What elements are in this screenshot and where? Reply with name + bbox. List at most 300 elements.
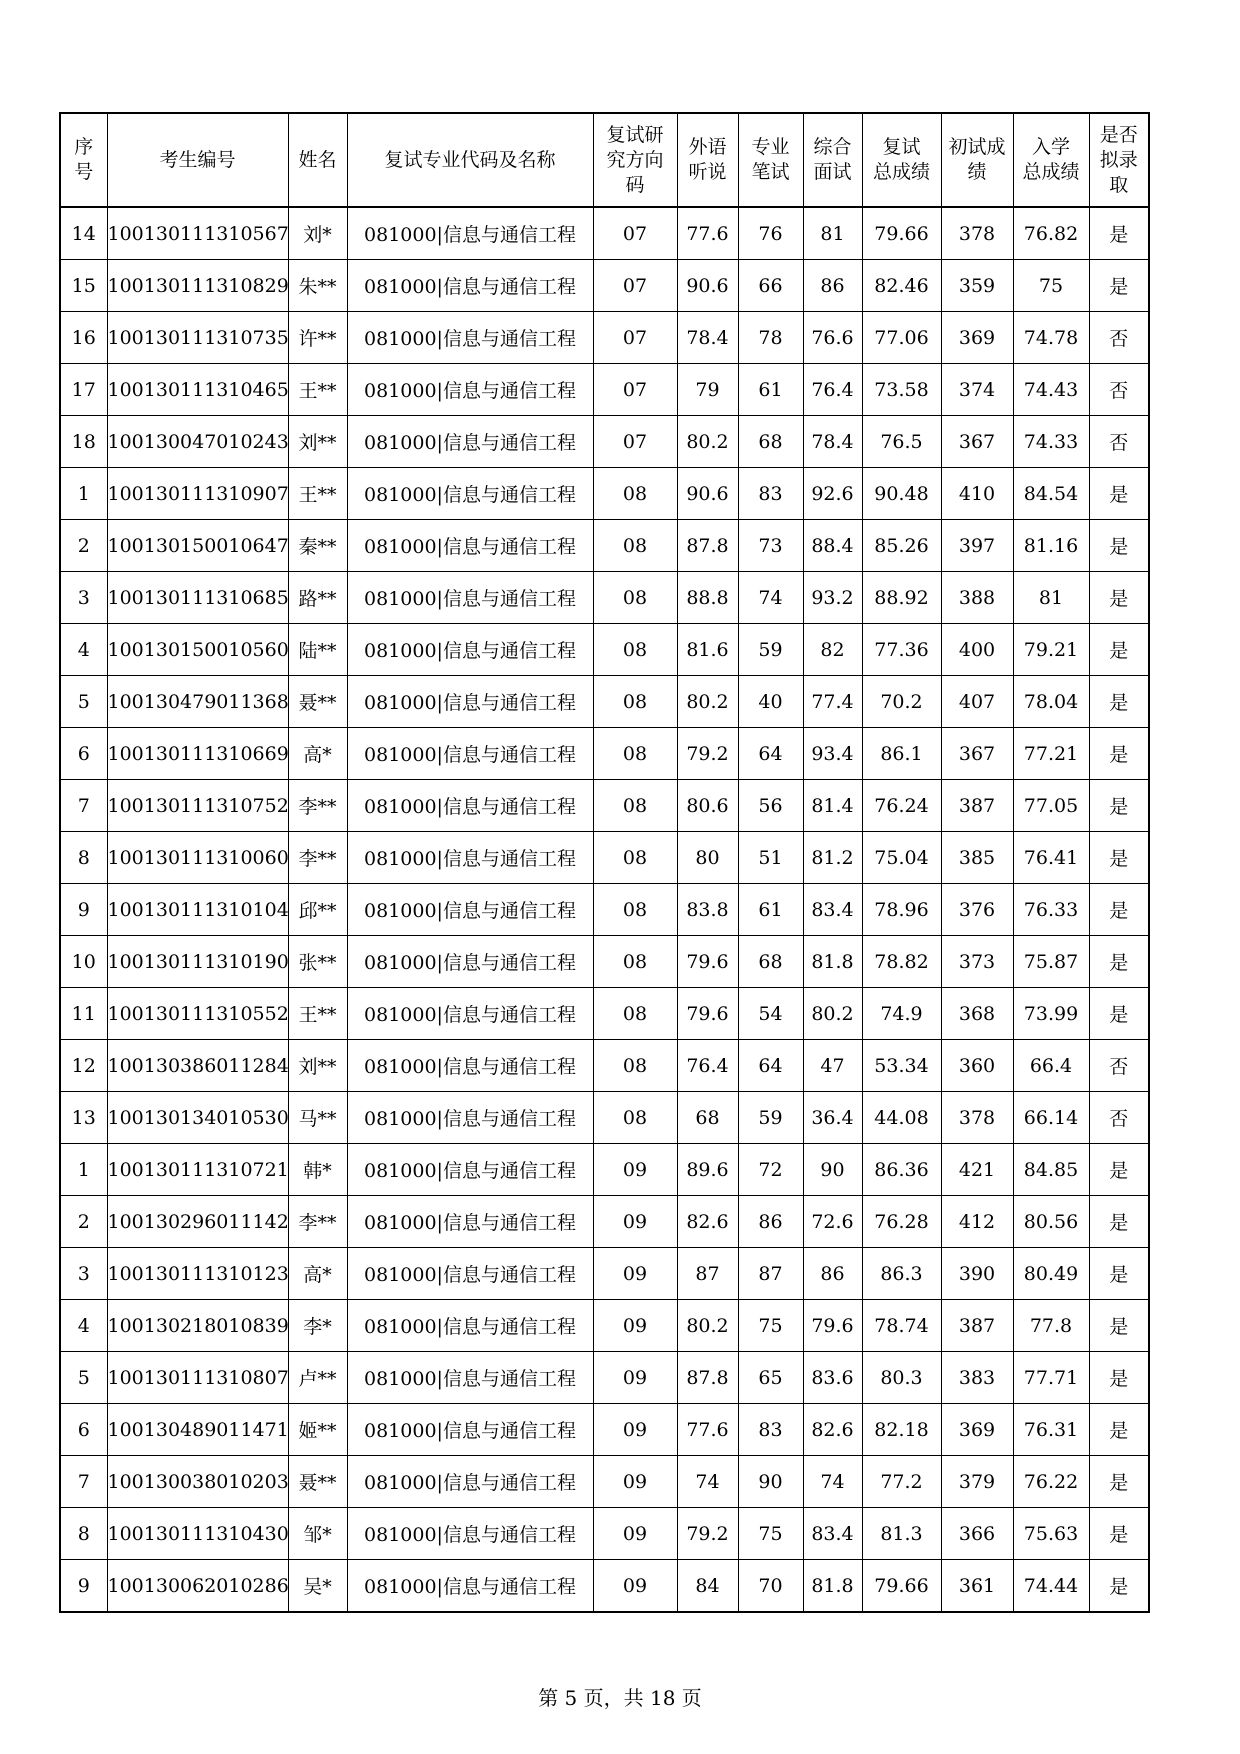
- cell-written: 72: [738, 1144, 803, 1196]
- table-row: [60, 1404, 1149, 1456]
- col-header-written: [738, 113, 803, 207]
- cell-retest-total: 86.1: [862, 728, 941, 780]
- cell-name: 邱**: [288, 884, 347, 936]
- cell-written: 51: [738, 832, 803, 884]
- cell-index: 9: [60, 1560, 107, 1613]
- cell-index: 5: [60, 1352, 107, 1404]
- table-row: [60, 312, 1149, 364]
- cell-exam-id: 100130111310567: [107, 207, 288, 260]
- col-header-written-label: 专业 笔试: [751, 136, 790, 183]
- col-header-name: [288, 113, 347, 207]
- col-header-name-label: 姓名: [298, 148, 337, 171]
- cell-written: 90: [738, 1456, 803, 1508]
- cell-initial-score: 407: [941, 676, 1013, 728]
- cell-direction-code: 09: [593, 1196, 677, 1248]
- cell-admitted: 是: [1089, 1352, 1149, 1404]
- cell-admission-total: 74.33: [1013, 416, 1089, 468]
- cell-interview: 81.8: [803, 1560, 862, 1613]
- table-row: [60, 936, 1149, 988]
- cell-exam-id: 100130489011471: [107, 1404, 288, 1456]
- cell-retest-total: 86.36: [862, 1144, 941, 1196]
- cell-major: 081000|信息与通信工程: [347, 780, 593, 832]
- col-header-exam-id: [107, 113, 288, 207]
- cell-admitted: 是: [1089, 936, 1149, 988]
- cell-initial-score: 390: [941, 1248, 1013, 1300]
- cell-initial-score: 373: [941, 936, 1013, 988]
- cell-initial-score: 360: [941, 1040, 1013, 1092]
- cell-admitted: 是: [1089, 832, 1149, 884]
- cell-interview: 76.6: [803, 312, 862, 364]
- cell-foreign-language: 88.8: [677, 572, 738, 624]
- cell-written: 66: [738, 260, 803, 312]
- cell-admitted: 是: [1089, 1404, 1149, 1456]
- cell-admitted: 是: [1089, 780, 1149, 832]
- cell-exam-id: 100130479011368: [107, 676, 288, 728]
- cell-interview: 86: [803, 260, 862, 312]
- col-header-foreign-language: [677, 113, 738, 207]
- cell-major: 081000|信息与通信工程: [347, 884, 593, 936]
- cell-initial-score: 369: [941, 312, 1013, 364]
- cell-direction-code: 08: [593, 1040, 677, 1092]
- cell-admission-total: 77.71: [1013, 1352, 1089, 1404]
- cell-interview: 83.4: [803, 884, 862, 936]
- cell-written: 74: [738, 572, 803, 624]
- cell-name: 刘**: [288, 1040, 347, 1092]
- cell-direction-code: 08: [593, 832, 677, 884]
- cell-retest-total: 53.34: [862, 1040, 941, 1092]
- cell-foreign-language: 74: [677, 1456, 738, 1508]
- cell-foreign-language: 83.8: [677, 884, 738, 936]
- cell-exam-id: 100130150010560: [107, 624, 288, 676]
- cell-index: 7: [60, 1456, 107, 1508]
- cell-name: 许**: [288, 312, 347, 364]
- page-footer: 第 5 页，共 18 页: [538, 1686, 702, 1710]
- cell-major: 081000|信息与通信工程: [347, 468, 593, 520]
- cell-retest-total: 77.36: [862, 624, 941, 676]
- cell-admission-total: 76.82: [1013, 207, 1089, 260]
- cell-interview: 83.4: [803, 1508, 862, 1560]
- cell-exam-id: 100130296011142: [107, 1196, 288, 1248]
- cell-major: 081000|信息与通信工程: [347, 520, 593, 572]
- cell-foreign-language: 84: [677, 1560, 738, 1613]
- table-row: [60, 624, 1149, 676]
- cell-exam-id: 100130111310465: [107, 364, 288, 416]
- cell-admission-total: 76.33: [1013, 884, 1089, 936]
- cell-admission-total: 80.49: [1013, 1248, 1089, 1300]
- cell-name: 刘*: [288, 207, 347, 260]
- cell-exam-id: 100130111310104: [107, 884, 288, 936]
- cell-written: 54: [738, 988, 803, 1040]
- cell-interview: 78.4: [803, 416, 862, 468]
- cell-interview: 82.6: [803, 1404, 862, 1456]
- cell-written: 56: [738, 780, 803, 832]
- cell-foreign-language: 80.2: [677, 416, 738, 468]
- cell-name: 李**: [288, 1196, 347, 1248]
- table-row: [60, 1300, 1149, 1352]
- cell-initial-score: 412: [941, 1196, 1013, 1248]
- cell-admission-total: 77.05: [1013, 780, 1089, 832]
- cell-major: 081000|信息与通信工程: [347, 676, 593, 728]
- cell-index: 1: [60, 1144, 107, 1196]
- cell-name: 王**: [288, 364, 347, 416]
- cell-initial-score: 410: [941, 468, 1013, 520]
- cell-index: 11: [60, 988, 107, 1040]
- cell-index: 18: [60, 416, 107, 468]
- cell-foreign-language: 80: [677, 832, 738, 884]
- cell-direction-code: 09: [593, 1456, 677, 1508]
- cell-major: 081000|信息与通信工程: [347, 1508, 593, 1560]
- cell-major: 081000|信息与通信工程: [347, 624, 593, 676]
- col-header-foreign-language-label: 外语 听说: [688, 136, 727, 183]
- cell-admitted: 是: [1089, 572, 1149, 624]
- table-row: [60, 468, 1149, 520]
- cell-index: 8: [60, 832, 107, 884]
- cell-initial-score: 400: [941, 624, 1013, 676]
- col-header-admitted-label: 是否 拟录 取: [1099, 123, 1138, 196]
- cell-exam-id: 100130111310752: [107, 780, 288, 832]
- table-row: [60, 364, 1149, 416]
- cell-admitted: 是: [1089, 988, 1149, 1040]
- cell-interview: 47: [803, 1040, 862, 1092]
- col-header-admitted: [1089, 113, 1149, 207]
- cell-written: 75: [738, 1508, 803, 1560]
- cell-exam-id: 100130111310685: [107, 572, 288, 624]
- cell-written: 75: [738, 1300, 803, 1352]
- cell-major: 081000|信息与通信工程: [347, 1092, 593, 1144]
- cell-name: 秦**: [288, 520, 347, 572]
- cell-major: 081000|信息与通信工程: [347, 1144, 593, 1196]
- cell-major: 081000|信息与通信工程: [347, 1300, 593, 1352]
- cell-exam-id: 100130134010530: [107, 1092, 288, 1144]
- cell-foreign-language: 87.8: [677, 520, 738, 572]
- cell-name: 李*: [288, 1300, 347, 1352]
- cell-major: 081000|信息与通信工程: [347, 1560, 593, 1613]
- table-row: [60, 884, 1149, 936]
- cell-major: 081000|信息与通信工程: [347, 364, 593, 416]
- table-row: [60, 1092, 1149, 1144]
- cell-admitted: 是: [1089, 260, 1149, 312]
- cell-interview: 77.4: [803, 676, 862, 728]
- cell-admitted: 否: [1089, 416, 1149, 468]
- cell-written: 76: [738, 207, 803, 260]
- cell-initial-score: 387: [941, 1300, 1013, 1352]
- cell-admission-total: 75: [1013, 260, 1089, 312]
- table-row: [60, 988, 1149, 1040]
- cell-admitted: 是: [1089, 1248, 1149, 1300]
- cell-exam-id: 100130111310829: [107, 260, 288, 312]
- table-row: [60, 1248, 1149, 1300]
- cell-initial-score: 359: [941, 260, 1013, 312]
- cell-exam-id: 100130218010839: [107, 1300, 288, 1352]
- table-body: [60, 207, 1149, 1612]
- cell-retest-total: 78.96: [862, 884, 941, 936]
- cell-direction-code: 09: [593, 1248, 677, 1300]
- cell-initial-score: 376: [941, 884, 1013, 936]
- table-row: [60, 728, 1149, 780]
- table-row: [60, 1508, 1149, 1560]
- results-table: [59, 112, 1150, 1613]
- cell-major: 081000|信息与通信工程: [347, 416, 593, 468]
- cell-admission-total: 84.54: [1013, 468, 1089, 520]
- cell-direction-code: 08: [593, 676, 677, 728]
- cell-name: 韩*: [288, 1144, 347, 1196]
- cell-foreign-language: 79.6: [677, 936, 738, 988]
- cell-retest-total: 88.92: [862, 572, 941, 624]
- cell-exam-id: 100130111310123: [107, 1248, 288, 1300]
- cell-index: 1: [60, 468, 107, 520]
- cell-index: 4: [60, 1300, 107, 1352]
- cell-admitted: 是: [1089, 520, 1149, 572]
- cell-exam-id: 100130111310721: [107, 1144, 288, 1196]
- cell-written: 59: [738, 1092, 803, 1144]
- cell-admitted: 是: [1089, 624, 1149, 676]
- cell-direction-code: 09: [593, 1300, 677, 1352]
- cell-initial-score: 374: [941, 364, 1013, 416]
- cell-index: 2: [60, 1196, 107, 1248]
- cell-major: 081000|信息与通信工程: [347, 312, 593, 364]
- cell-written: 64: [738, 728, 803, 780]
- col-header-index-label: 序 号: [74, 136, 94, 183]
- cell-admitted: 是: [1089, 884, 1149, 936]
- cell-admitted: 是: [1089, 676, 1149, 728]
- cell-direction-code: 09: [593, 1144, 677, 1196]
- cell-exam-id: 100130062010286: [107, 1560, 288, 1613]
- cell-name: 聂**: [288, 1456, 347, 1508]
- cell-major: 081000|信息与通信工程: [347, 572, 593, 624]
- cell-admitted: 是: [1089, 728, 1149, 780]
- cell-direction-code: 07: [593, 312, 677, 364]
- cell-interview: 92.6: [803, 468, 862, 520]
- cell-initial-score: 366: [941, 1508, 1013, 1560]
- cell-admission-total: 80.56: [1013, 1196, 1089, 1248]
- cell-retest-total: 77.06: [862, 312, 941, 364]
- cell-name: 路**: [288, 572, 347, 624]
- cell-direction-code: 09: [593, 1404, 677, 1456]
- cell-foreign-language: 80.6: [677, 780, 738, 832]
- cell-foreign-language: 87.8: [677, 1352, 738, 1404]
- cell-initial-score: 367: [941, 728, 1013, 780]
- cell-major: 081000|信息与通信工程: [347, 1040, 593, 1092]
- cell-index: 6: [60, 728, 107, 780]
- cell-index: 16: [60, 312, 107, 364]
- cell-name: 刘**: [288, 416, 347, 468]
- cell-written: 59: [738, 624, 803, 676]
- cell-name: 陆**: [288, 624, 347, 676]
- cell-index: 10: [60, 936, 107, 988]
- table-row: [60, 780, 1149, 832]
- cell-interview: 82: [803, 624, 862, 676]
- cell-admission-total: 73.99: [1013, 988, 1089, 1040]
- cell-index: 9: [60, 884, 107, 936]
- cell-direction-code: 08: [593, 728, 677, 780]
- table-row: [60, 1144, 1149, 1196]
- cell-foreign-language: 89.6: [677, 1144, 738, 1196]
- cell-retest-total: 73.58: [862, 364, 941, 416]
- cell-interview: 86: [803, 1248, 862, 1300]
- cell-index: 2: [60, 520, 107, 572]
- cell-retest-total: 82.46: [862, 260, 941, 312]
- cell-exam-id: 100130111310552: [107, 988, 288, 1040]
- cell-index: 4: [60, 624, 107, 676]
- cell-admission-total: 77.8: [1013, 1300, 1089, 1352]
- cell-retest-total: 78.74: [862, 1300, 941, 1352]
- cell-retest-total: 85.26: [862, 520, 941, 572]
- cell-written: 78: [738, 312, 803, 364]
- cell-written: 70: [738, 1560, 803, 1613]
- cell-admission-total: 75.87: [1013, 936, 1089, 988]
- cell-major: 081000|信息与通信工程: [347, 988, 593, 1040]
- col-header-direction-code-label: 复试研 究方向 码: [606, 123, 664, 196]
- cell-index: 14: [60, 207, 107, 260]
- cell-initial-score: 378: [941, 207, 1013, 260]
- cell-written: 86: [738, 1196, 803, 1248]
- col-header-initial-score: [941, 113, 1013, 207]
- table-row: [60, 260, 1149, 312]
- cell-admission-total: 66.4: [1013, 1040, 1089, 1092]
- cell-name: 姬**: [288, 1404, 347, 1456]
- cell-retest-total: 81.3: [862, 1508, 941, 1560]
- cell-admitted: 是: [1089, 1300, 1149, 1352]
- cell-major: 081000|信息与通信工程: [347, 936, 593, 988]
- cell-foreign-language: 90.6: [677, 260, 738, 312]
- cell-major: 081000|信息与通信工程: [347, 1352, 593, 1404]
- cell-direction-code: 09: [593, 1352, 677, 1404]
- cell-foreign-language: 80.2: [677, 676, 738, 728]
- cell-foreign-language: 87: [677, 1248, 738, 1300]
- cell-name: 高*: [288, 1248, 347, 1300]
- cell-name: 吴*: [288, 1560, 347, 1613]
- cell-index: 5: [60, 676, 107, 728]
- cell-name: 李**: [288, 780, 347, 832]
- col-header-exam-id-label: 考生编号: [159, 148, 236, 171]
- cell-written: 83: [738, 468, 803, 520]
- cell-admission-total: 79.21: [1013, 624, 1089, 676]
- cell-retest-total: 78.82: [862, 936, 941, 988]
- cell-interview: 83.6: [803, 1352, 862, 1404]
- cell-name: 王**: [288, 468, 347, 520]
- cell-exam-id: 100130111310807: [107, 1352, 288, 1404]
- cell-interview: 88.4: [803, 520, 862, 572]
- cell-written: 68: [738, 936, 803, 988]
- cell-retest-total: 75.04: [862, 832, 941, 884]
- cell-exam-id: 100130386011284: [107, 1040, 288, 1092]
- cell-written: 65: [738, 1352, 803, 1404]
- cell-initial-score: 368: [941, 988, 1013, 1040]
- cell-major: 081000|信息与通信工程: [347, 1196, 593, 1248]
- cell-index: 15: [60, 260, 107, 312]
- cell-exam-id: 100130111310907: [107, 468, 288, 520]
- cell-foreign-language: 76.4: [677, 1040, 738, 1092]
- cell-interview: 90: [803, 1144, 862, 1196]
- cell-foreign-language: 79.6: [677, 988, 738, 1040]
- cell-name: 张**: [288, 936, 347, 988]
- cell-foreign-language: 81.6: [677, 624, 738, 676]
- cell-admitted: 是: [1089, 1508, 1149, 1560]
- cell-exam-id: 100130150010647: [107, 520, 288, 572]
- cell-interview: 79.6: [803, 1300, 862, 1352]
- cell-interview: 72.6: [803, 1196, 862, 1248]
- cell-initial-score: 385: [941, 832, 1013, 884]
- cell-written: 61: [738, 364, 803, 416]
- cell-initial-score: 421: [941, 1144, 1013, 1196]
- cell-interview: 74: [803, 1456, 862, 1508]
- cell-name: 聂**: [288, 676, 347, 728]
- table-row: [60, 832, 1149, 884]
- cell-direction-code: 08: [593, 572, 677, 624]
- cell-written: 61: [738, 884, 803, 936]
- cell-interview: 80.2: [803, 988, 862, 1040]
- cell-admission-total: 74.78: [1013, 312, 1089, 364]
- cell-admitted: 是: [1089, 1144, 1149, 1196]
- cell-foreign-language: 68: [677, 1092, 738, 1144]
- cell-direction-code: 07: [593, 364, 677, 416]
- cell-name: 邹*: [288, 1508, 347, 1560]
- cell-admitted: 是: [1089, 1456, 1149, 1508]
- table-row: [60, 416, 1149, 468]
- cell-direction-code: 08: [593, 520, 677, 572]
- col-header-retest-total: [862, 113, 941, 207]
- cell-name: 王**: [288, 988, 347, 1040]
- cell-exam-id: 100130111310669: [107, 728, 288, 780]
- cell-foreign-language: 79.2: [677, 728, 738, 780]
- cell-retest-total: 76.5: [862, 416, 941, 468]
- cell-name: 高*: [288, 728, 347, 780]
- cell-exam-id: 100130111310190: [107, 936, 288, 988]
- cell-direction-code: 09: [593, 1508, 677, 1560]
- cell-admitted: 是: [1089, 207, 1149, 260]
- cell-admitted: 否: [1089, 364, 1149, 416]
- cell-admission-total: 75.63: [1013, 1508, 1089, 1560]
- cell-direction-code: 08: [593, 624, 677, 676]
- cell-retest-total: 80.3: [862, 1352, 941, 1404]
- cell-major: 081000|信息与通信工程: [347, 207, 593, 260]
- cell-major: 081000|信息与通信工程: [347, 1404, 593, 1456]
- table-row: [60, 676, 1149, 728]
- cell-direction-code: 09: [593, 1560, 677, 1613]
- cell-index: 3: [60, 1248, 107, 1300]
- cell-direction-code: 08: [593, 884, 677, 936]
- cell-admitted: 是: [1089, 1196, 1149, 1248]
- col-header-interview: [803, 113, 862, 207]
- cell-written: 83: [738, 1404, 803, 1456]
- cell-direction-code: 07: [593, 260, 677, 312]
- cell-interview: 81: [803, 207, 862, 260]
- cell-retest-total: 44.08: [862, 1092, 941, 1144]
- col-header-major-label: 复试专业代码及名称: [384, 148, 556, 171]
- cell-retest-total: 70.2: [862, 676, 941, 728]
- cell-name: 朱**: [288, 260, 347, 312]
- cell-initial-score: 387: [941, 780, 1013, 832]
- cell-admission-total: 81.16: [1013, 520, 1089, 572]
- cell-retest-total: 79.66: [862, 207, 941, 260]
- col-header-admission-total: [1013, 113, 1089, 207]
- cell-retest-total: 86.3: [862, 1248, 941, 1300]
- cell-exam-id: 100130047010243: [107, 416, 288, 468]
- cell-admission-total: 77.21: [1013, 728, 1089, 780]
- cell-interview: 81.2: [803, 832, 862, 884]
- cell-initial-score: 388: [941, 572, 1013, 624]
- cell-index: 12: [60, 1040, 107, 1092]
- table-row: [60, 1040, 1149, 1092]
- cell-admission-total: 76.22: [1013, 1456, 1089, 1508]
- cell-direction-code: 07: [593, 207, 677, 260]
- table-row: [60, 207, 1149, 260]
- cell-retest-total: 79.66: [862, 1560, 941, 1613]
- cell-admitted: 是: [1089, 1560, 1149, 1613]
- cell-written: 40: [738, 676, 803, 728]
- cell-admitted: 否: [1089, 312, 1149, 364]
- cell-direction-code: 08: [593, 1092, 677, 1144]
